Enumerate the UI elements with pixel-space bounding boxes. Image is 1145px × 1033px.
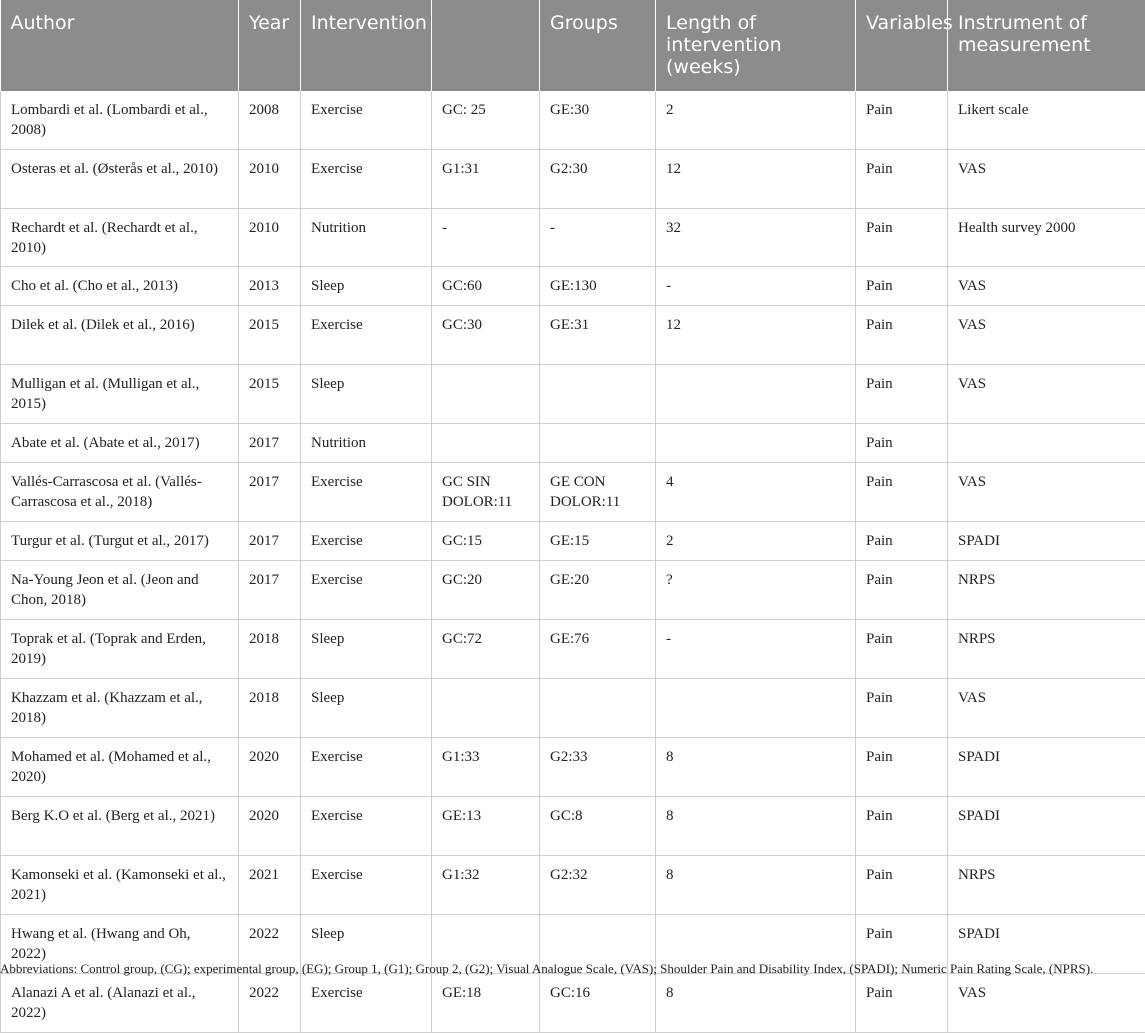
table-row [1, 267, 1145, 306]
cell-group-b: G2:32 [540, 856, 656, 915]
cell-group-b: GC:8 [540, 797, 656, 856]
table-row [1, 306, 1145, 365]
cell-instrument: NRPS [948, 561, 1145, 620]
cell-group-a: GC:60 [432, 267, 540, 306]
cell-instrument: VAS [948, 306, 1145, 365]
cell-group-b: G2:33 [540, 738, 656, 797]
cell-author: Rechardt et al. (Rechardt et al., 2010) [1, 209, 239, 267]
header-group-a [432, 0, 540, 91]
cell-year: 2021 [239, 856, 301, 915]
cell-year: 2015 [239, 365, 301, 424]
table-row [1, 797, 1145, 856]
cell-author: Osteras et al. (Østerås et al., 2010) [1, 150, 239, 209]
cell-variables: Pain [856, 91, 948, 150]
cell-group-a: G1:32 [432, 856, 540, 915]
cell-group-b: GE:15 [540, 522, 656, 561]
cell-length: ? [656, 561, 856, 620]
cell-variables: Pain [856, 150, 948, 209]
cell-variables: Pain [856, 424, 948, 463]
cell-length: 8 [656, 974, 856, 1033]
cell-length: 8 [656, 856, 856, 915]
cell-year: 2018 [239, 620, 301, 679]
cell-instrument: Likert scale [948, 91, 1145, 150]
cell-length: 2 [656, 91, 856, 150]
cell-group-a: G1:31 [432, 150, 540, 209]
cell-year: 2022 [239, 974, 301, 1033]
cell-length [656, 365, 856, 424]
cell-year: 2017 [239, 561, 301, 620]
cell-length: 2 [656, 522, 856, 561]
cell-instrument: NRPS [948, 856, 1145, 915]
cell-group-b: GE:30 [540, 91, 656, 150]
cell-instrument: VAS [948, 679, 1145, 738]
cell-intervention: Exercise [301, 91, 432, 150]
table-row [1, 620, 1145, 679]
cell-length: 12 [656, 306, 856, 365]
cell-length: 4 [656, 463, 856, 522]
cell-variables: Pain [856, 209, 948, 267]
cell-group-a: GC:72 [432, 620, 540, 679]
cell-author: Alanazi A et al. (Alanazi et al., 2022) [1, 974, 239, 1033]
cell-variables: Pain [856, 365, 948, 424]
cell-intervention: Exercise [301, 306, 432, 365]
cell-group-b: GE:20 [540, 561, 656, 620]
cell-group-a: GC:15 [432, 522, 540, 561]
cell-variables: Pain [856, 306, 948, 365]
cell-group-a: GC:20 [432, 561, 540, 620]
cell-variables: Pain [856, 679, 948, 738]
cell-group-a: G1:33 [432, 738, 540, 797]
cell-variables: Pain [856, 463, 948, 522]
header-length: Length of intervention (weeks) [656, 0, 856, 91]
cell-group-b: GE:130 [540, 267, 656, 306]
cell-length: - [656, 267, 856, 306]
cell-group-b [540, 679, 656, 738]
cell-author: Kamonseki et al. (Kamonseki et al., 2021) [1, 856, 239, 915]
cell-group-a: GC:30 [432, 306, 540, 365]
header-groups: Groups [540, 0, 656, 91]
cell-instrument: NRPS [948, 620, 1145, 679]
cell-group-a: GC: 25 [432, 91, 540, 150]
cell-author: Mohamed et al. (Mohamed et al., 2020) [1, 738, 239, 797]
table-row [1, 209, 1145, 267]
cell-intervention: Sleep [301, 620, 432, 679]
cell-instrument: SPADI [948, 797, 1145, 856]
cell-intervention: Exercise [301, 974, 432, 1033]
cell-intervention: Exercise [301, 797, 432, 856]
cell-year: 2017 [239, 463, 301, 522]
cell-variables: Pain [856, 915, 948, 974]
cell-year: 2013 [239, 267, 301, 306]
cell-intervention: Exercise [301, 738, 432, 797]
cell-author: Na-Young Jeon et al. (Jeon and Chon, 2018) [1, 561, 239, 620]
cell-variables: Pain [856, 856, 948, 915]
table-body [1, 91, 1145, 1033]
cell-instrument: SPADI [948, 738, 1145, 797]
table-row [1, 424, 1145, 463]
cell-author: Turgur et al. (Turgut et al., 2017) [1, 522, 239, 561]
cell-author: Hwang et al. (Hwang and Oh, 2022) [1, 915, 239, 974]
table-row [1, 561, 1145, 620]
cell-year: 2010 [239, 150, 301, 209]
cell-group-a [432, 365, 540, 424]
table-row [1, 856, 1145, 915]
cell-group-b: GE:31 [540, 306, 656, 365]
cell-year: 2010 [239, 209, 301, 267]
cell-group-b: GC:16 [540, 974, 656, 1033]
cell-author: Cho et al. (Cho et al., 2013) [1, 267, 239, 306]
cell-author: Abate et al. (Abate et al., 2017) [1, 424, 239, 463]
cell-length: 8 [656, 738, 856, 797]
cell-year: 2017 [239, 424, 301, 463]
cell-intervention: Nutrition [301, 424, 432, 463]
cell-length: - [656, 620, 856, 679]
table-header-row [1, 0, 1145, 91]
cell-variables: Pain [856, 522, 948, 561]
cell-intervention: Exercise [301, 856, 432, 915]
cell-year: 2018 [239, 679, 301, 738]
cell-intervention: Exercise [301, 561, 432, 620]
cell-intervention: Sleep [301, 267, 432, 306]
cell-group-a: - [432, 209, 540, 267]
cell-length: 12 [656, 150, 856, 209]
cell-instrument: VAS [948, 974, 1145, 1033]
table-row [1, 91, 1145, 150]
header-year: Year [239, 0, 301, 91]
cell-intervention: Sleep [301, 915, 432, 974]
table-row [1, 522, 1145, 561]
cell-variables: Pain [856, 738, 948, 797]
cell-group-b: GE CON DOLOR:11 [540, 463, 656, 522]
cell-author: Vallés-Carrascosa et al. (Vallés-Carrascosa et al., 2018) [1, 463, 239, 522]
cell-group-b [540, 365, 656, 424]
table-row [1, 679, 1145, 738]
abbreviations-footnote: Abbreviations: Control group, (CG); experimental group, (EG); Group 1, (G1); Group 2, (G2); Visual Analogue Scale, (VAS); Shoulder Pain and Disability Index, (SPADI); Numeric Pain Rating Scale, (NPRS). [0, 959, 1140, 978]
cell-intervention: Exercise [301, 463, 432, 522]
cell-instrument: VAS [948, 150, 1145, 209]
cell-instrument: VAS [948, 463, 1145, 522]
cell-instrument [948, 424, 1145, 463]
cell-group-a [432, 424, 540, 463]
cell-year: 2017 [239, 522, 301, 561]
cell-variables: Pain [856, 797, 948, 856]
cell-author: Mulligan et al. (Mulligan et al., 2015) [1, 365, 239, 424]
cell-author: Khazzam et al. (Khazzam et al., 2018) [1, 679, 239, 738]
cell-group-b: G2:30 [540, 150, 656, 209]
cell-instrument: Health survey 2000 [948, 209, 1145, 267]
cell-year: 2022 [239, 915, 301, 974]
table-row [1, 738, 1145, 797]
cell-intervention: Exercise [301, 522, 432, 561]
header-author: Author [1, 0, 239, 91]
cell-group-a: GE:18 [432, 974, 540, 1033]
cell-year: 2020 [239, 738, 301, 797]
cell-author: Lombardi et al. (Lombardi et al., 2008) [1, 91, 239, 150]
cell-variables: Pain [856, 561, 948, 620]
cell-group-b [540, 424, 656, 463]
cell-group-a: GE:13 [432, 797, 540, 856]
header-instrument: Instrument of measurement [948, 0, 1145, 91]
header-intervention: Intervention [301, 0, 432, 91]
cell-instrument: SPADI [948, 522, 1145, 561]
cell-instrument: SPADI [948, 915, 1145, 974]
cell-intervention: Sleep [301, 365, 432, 424]
cell-length [656, 679, 856, 738]
table-row [1, 463, 1145, 522]
table-row [1, 365, 1145, 424]
cell-group-b: GE:76 [540, 620, 656, 679]
cell-length [656, 424, 856, 463]
cell-group-a: GC SIN DOLOR:11 [432, 463, 540, 522]
cell-author: Dilek et al. (Dilek et al., 2016) [1, 306, 239, 365]
cell-year: 2015 [239, 306, 301, 365]
cell-instrument: VAS [948, 365, 1145, 424]
cell-intervention: Exercise [301, 150, 432, 209]
cell-year: 2008 [239, 91, 301, 150]
cell-intervention: Sleep [301, 679, 432, 738]
table-row [1, 974, 1145, 1033]
cell-group-a [432, 679, 540, 738]
cell-intervention: Nutrition [301, 209, 432, 267]
table-row [1, 150, 1145, 209]
cell-author: Berg K.O et al. (Berg et al., 2021) [1, 797, 239, 856]
cell-author: Toprak et al. (Toprak and Erden, 2019) [1, 620, 239, 679]
cell-instrument: VAS [948, 267, 1145, 306]
cell-group-b: - [540, 209, 656, 267]
header-variables: Variables [856, 0, 948, 91]
cell-variables: Pain [856, 974, 948, 1033]
cell-length: 8 [656, 797, 856, 856]
cell-variables: Pain [856, 267, 948, 306]
cell-variables: Pain [856, 620, 948, 679]
cell-length: 32 [656, 209, 856, 267]
cell-year: 2020 [239, 797, 301, 856]
